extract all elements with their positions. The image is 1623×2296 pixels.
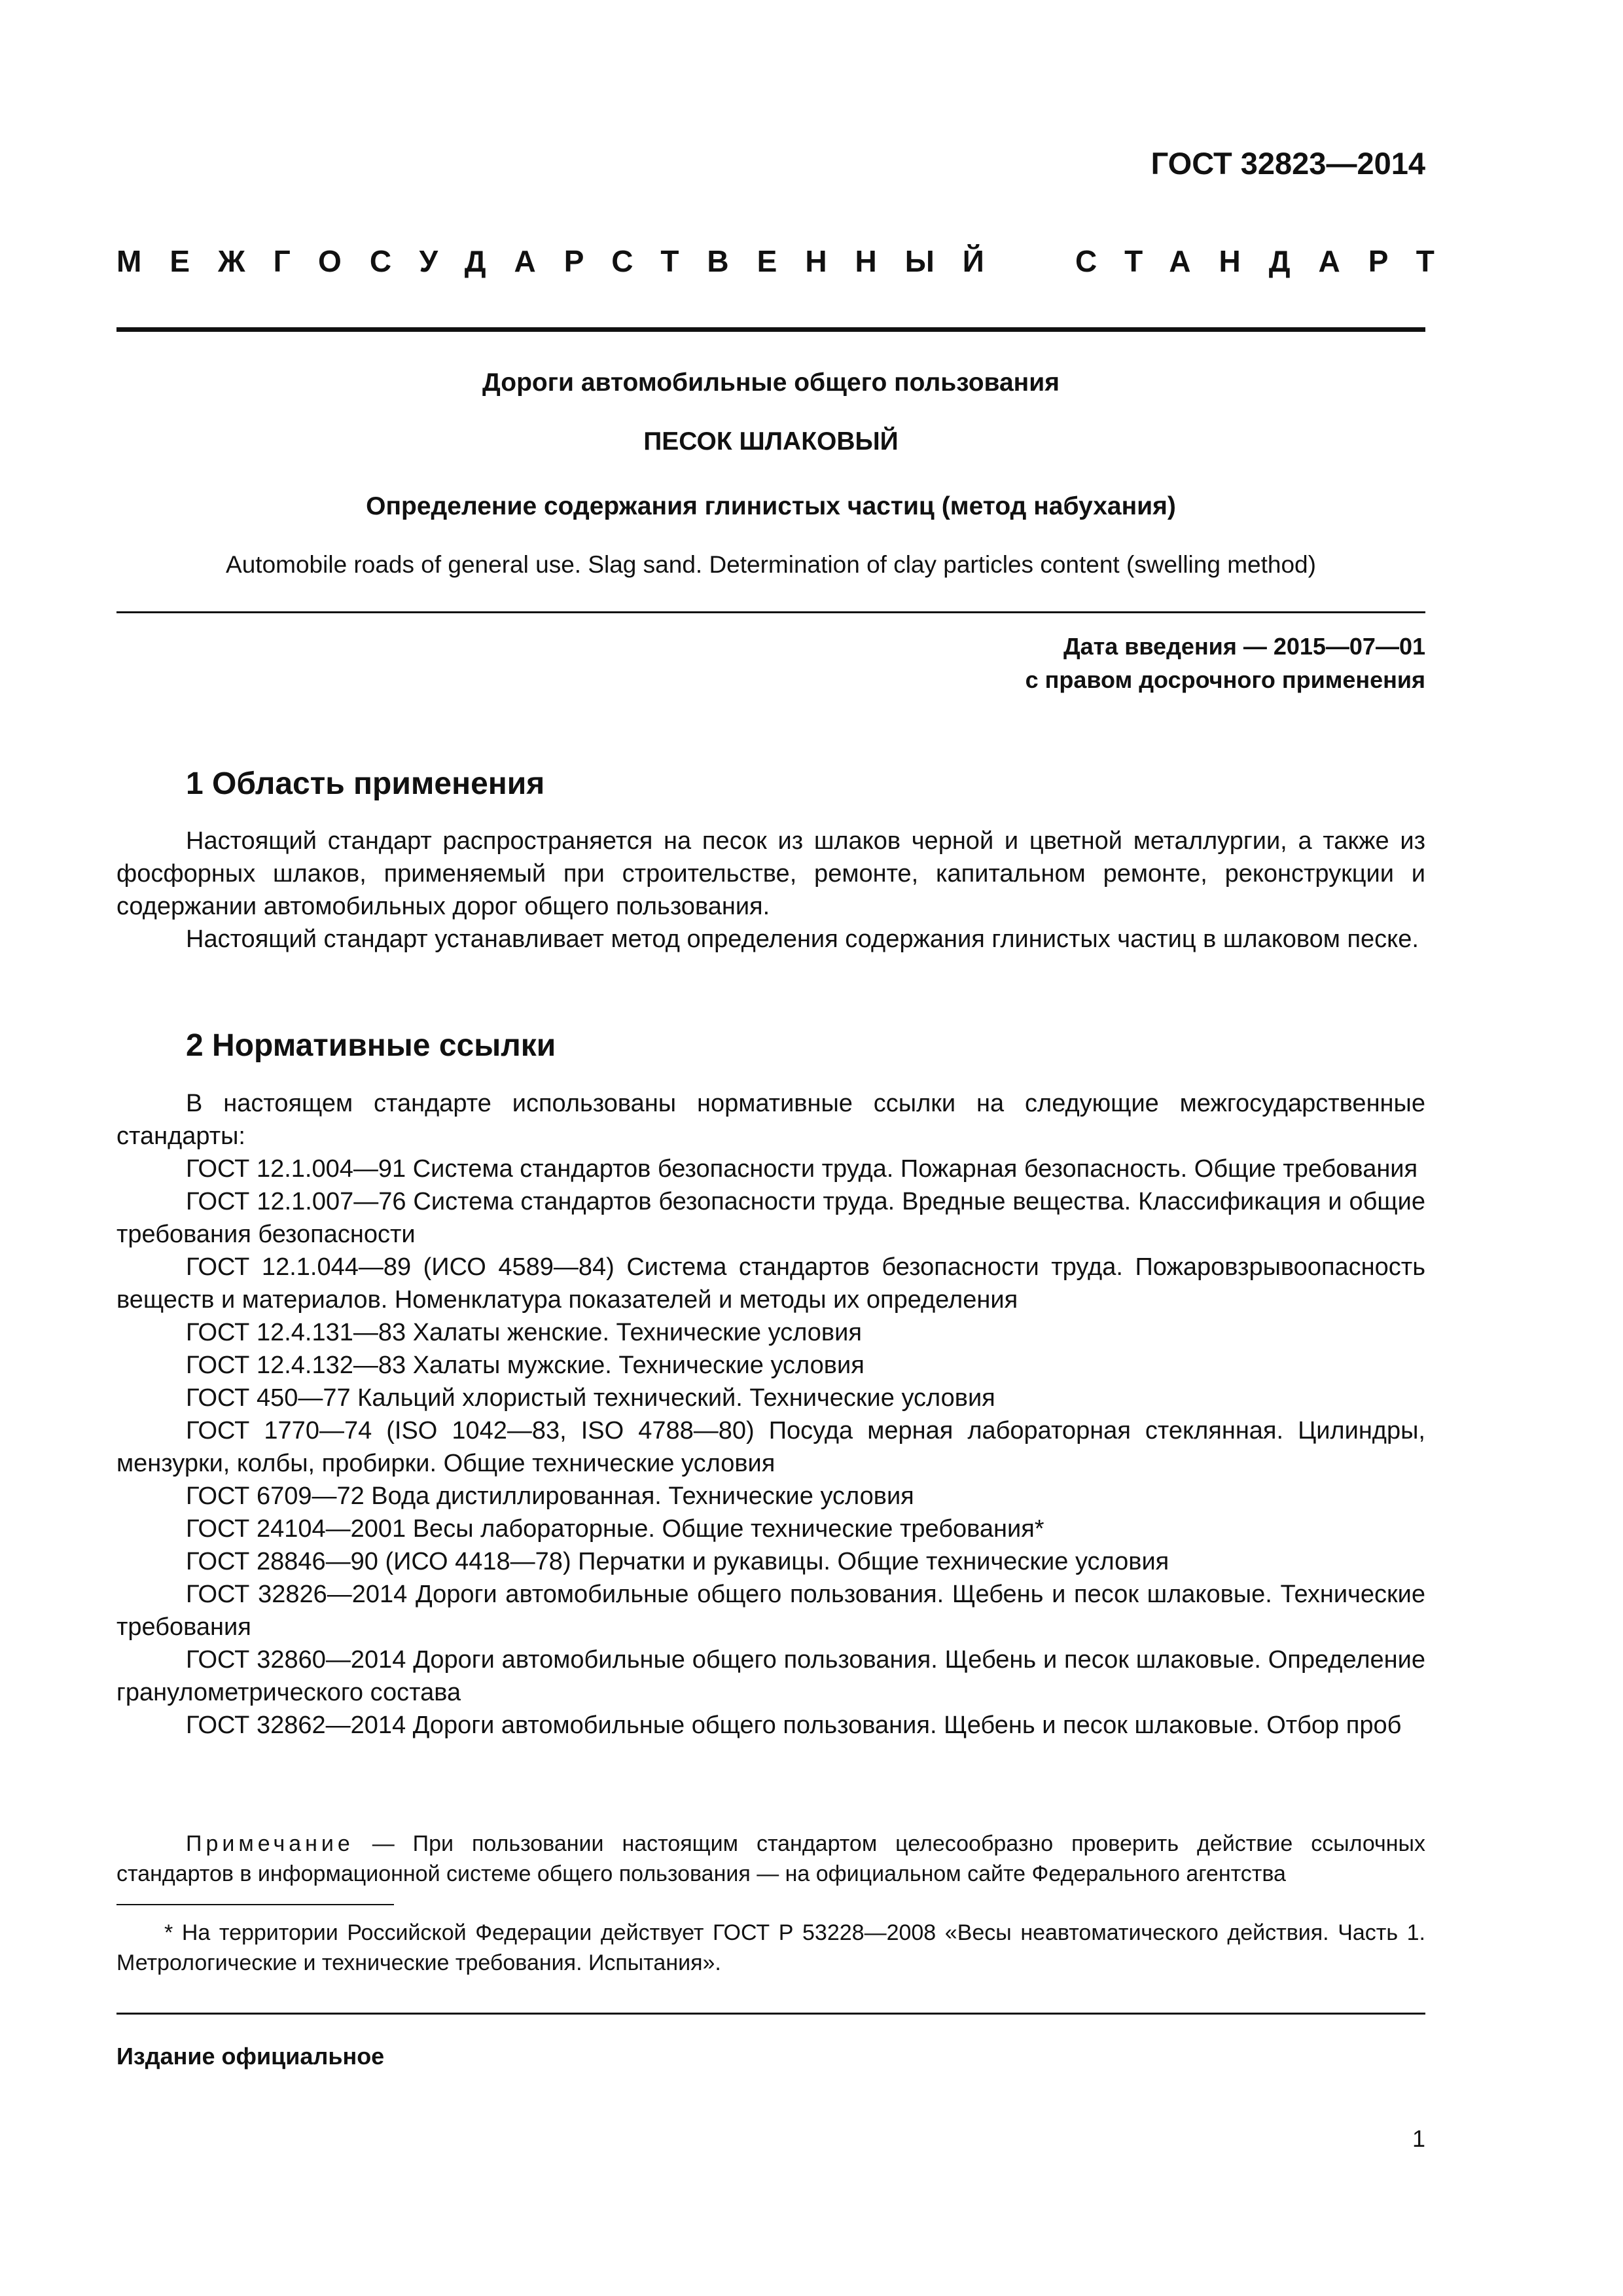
title-line-1: Дороги автомобильные общего пользования xyxy=(482,368,1060,397)
footnote-text: На территории Российской Федерации действует ГОСТ Р 53228—2008 «Весы неавтоматического действия. Часть 1. Метрологические и технические требования. Испытания». xyxy=(116,1920,1425,1975)
footnote-paragraph xyxy=(116,1918,1425,1978)
section-1-body xyxy=(116,825,1425,956)
reference-item: ГОСТ 450—77 Кальций хлористый технический. Технические условия xyxy=(186,1384,995,1412)
footnote xyxy=(116,1918,1425,1978)
reference-item: ГОСТ 1770—74 (ISO 1042—83, ISO 4788—80) Посуда мерная лабораторная стеклянная. Цилиндры, мензурки, колбы, пробирки. Общие технические условия xyxy=(116,1417,1425,1477)
section-1-paragraph: Настоящий стандарт устанавливает метод определения содержания глинистых частиц в шлаковом песке. xyxy=(186,925,1419,953)
reference-item: ГОСТ 32826—2014 Дороги автомобильные общего пользования. Щебень и песок шлаковые. Технические требования xyxy=(116,1581,1425,1641)
reference-item: ГОСТ 12.4.131—83 Халаты женские. Технические условия xyxy=(186,1319,862,1346)
reference-item: ГОСТ 32860—2014 Дороги автомобильные общего пользования. Щебень и песок шлаковые. Определение гранулометрического состава xyxy=(116,1646,1425,1706)
reference-item: ГОСТ 24104—2001 Весы лабораторные. Общие технические требования* xyxy=(186,1515,1044,1543)
note-paragraph xyxy=(116,1829,1425,1889)
footnote-divider xyxy=(116,1904,394,1905)
section-2-intro: В настоящем стандарте использованы нормативные ссылки на следующие межгосударственные стандарты: xyxy=(116,1090,1425,1150)
note-text: — При пользовании настоящим стандартом целесообразно проверить действие ссылочных стандартов в информационной системе общего пользования — на официальном сайте Федерального агентства xyxy=(116,1831,1425,1886)
section-2-heading: 2 Нормативные ссылки xyxy=(186,1028,556,1063)
footnote-marker: * xyxy=(164,1920,173,1945)
introduction-date: Дата введения — 2015—07—01 xyxy=(1063,633,1425,660)
edition-label: Издание официальное xyxy=(116,2043,385,2070)
document-number: ГОСТ 32823—2014 xyxy=(1150,146,1425,181)
reference-item: ГОСТ 6709—72 Вода дистиллированная. Технические условия xyxy=(186,1482,914,1510)
section-1-heading: 1 Область применения xyxy=(186,766,545,801)
reference-item: ГОСТ 32862—2014 Дороги автомобильные общего пользования. Щебень и песок шлаковые. Отбор проб xyxy=(186,1712,1402,1739)
footer-divider xyxy=(116,2013,1425,2015)
note-label: Примечание xyxy=(186,1831,354,1856)
title-line-3: Определение содержания глинистых частиц (метод набухания) xyxy=(366,492,1176,520)
reference-item: ГОСТ 12.1.044—89 (ИСО 4589—84) Система стандартов безопасности труда. Пожаровзрывоопасность веществ и материалов. Номенклатура показателей и методы их определения xyxy=(116,1253,1425,1314)
header-divider xyxy=(116,327,1425,332)
early-use-note: с правом досрочного применения xyxy=(1025,666,1425,693)
reference-item: ГОСТ 12.1.007—76 Система стандартов безопасности труда. Вредные вещества. Классификация и общие требования безопасности xyxy=(116,1188,1425,1248)
reference-item: ГОСТ 12.4.132—83 Халаты мужские. Технические условия xyxy=(186,1352,865,1379)
english-title: Automobile roads of general use. Slag sand. Determination of clay particles content (swelling method) xyxy=(226,551,1316,578)
title-divider xyxy=(116,611,1425,613)
reference-item: ГОСТ 12.1.004—91 Система стандартов безопасности труда. Пожарная безопасность. Общие требования xyxy=(186,1155,1418,1183)
title-line-2: ПЕСОК ШЛАКОВЫЙ xyxy=(643,427,899,456)
section-2-body xyxy=(116,1087,1425,1742)
introduction-date-block xyxy=(1026,630,1425,696)
page-number: 1 xyxy=(1412,2125,1425,2152)
note-block xyxy=(116,1829,1425,1889)
reference-item: ГОСТ 28846—90 (ИСО 4418—78) Перчатки и рукавицы. Общие технические условия xyxy=(186,1548,1169,1575)
section-1-paragraph: Настоящий стандарт распространяется на песок из шлаков черной и цветной металлургии, а также из фосфорных шлаков, применяемый при строительстве, ремонте, капитальном ремонте, реконструкции и содержании автомобильных дорог общего пользования. xyxy=(116,827,1425,920)
standard-type-word-1: МЕЖГОСУДАРСТВЕННЫЙ xyxy=(116,244,1012,278)
standard-type-word-2: СТАНДАРТ xyxy=(1075,244,1463,278)
standard-type-header xyxy=(116,243,1463,279)
